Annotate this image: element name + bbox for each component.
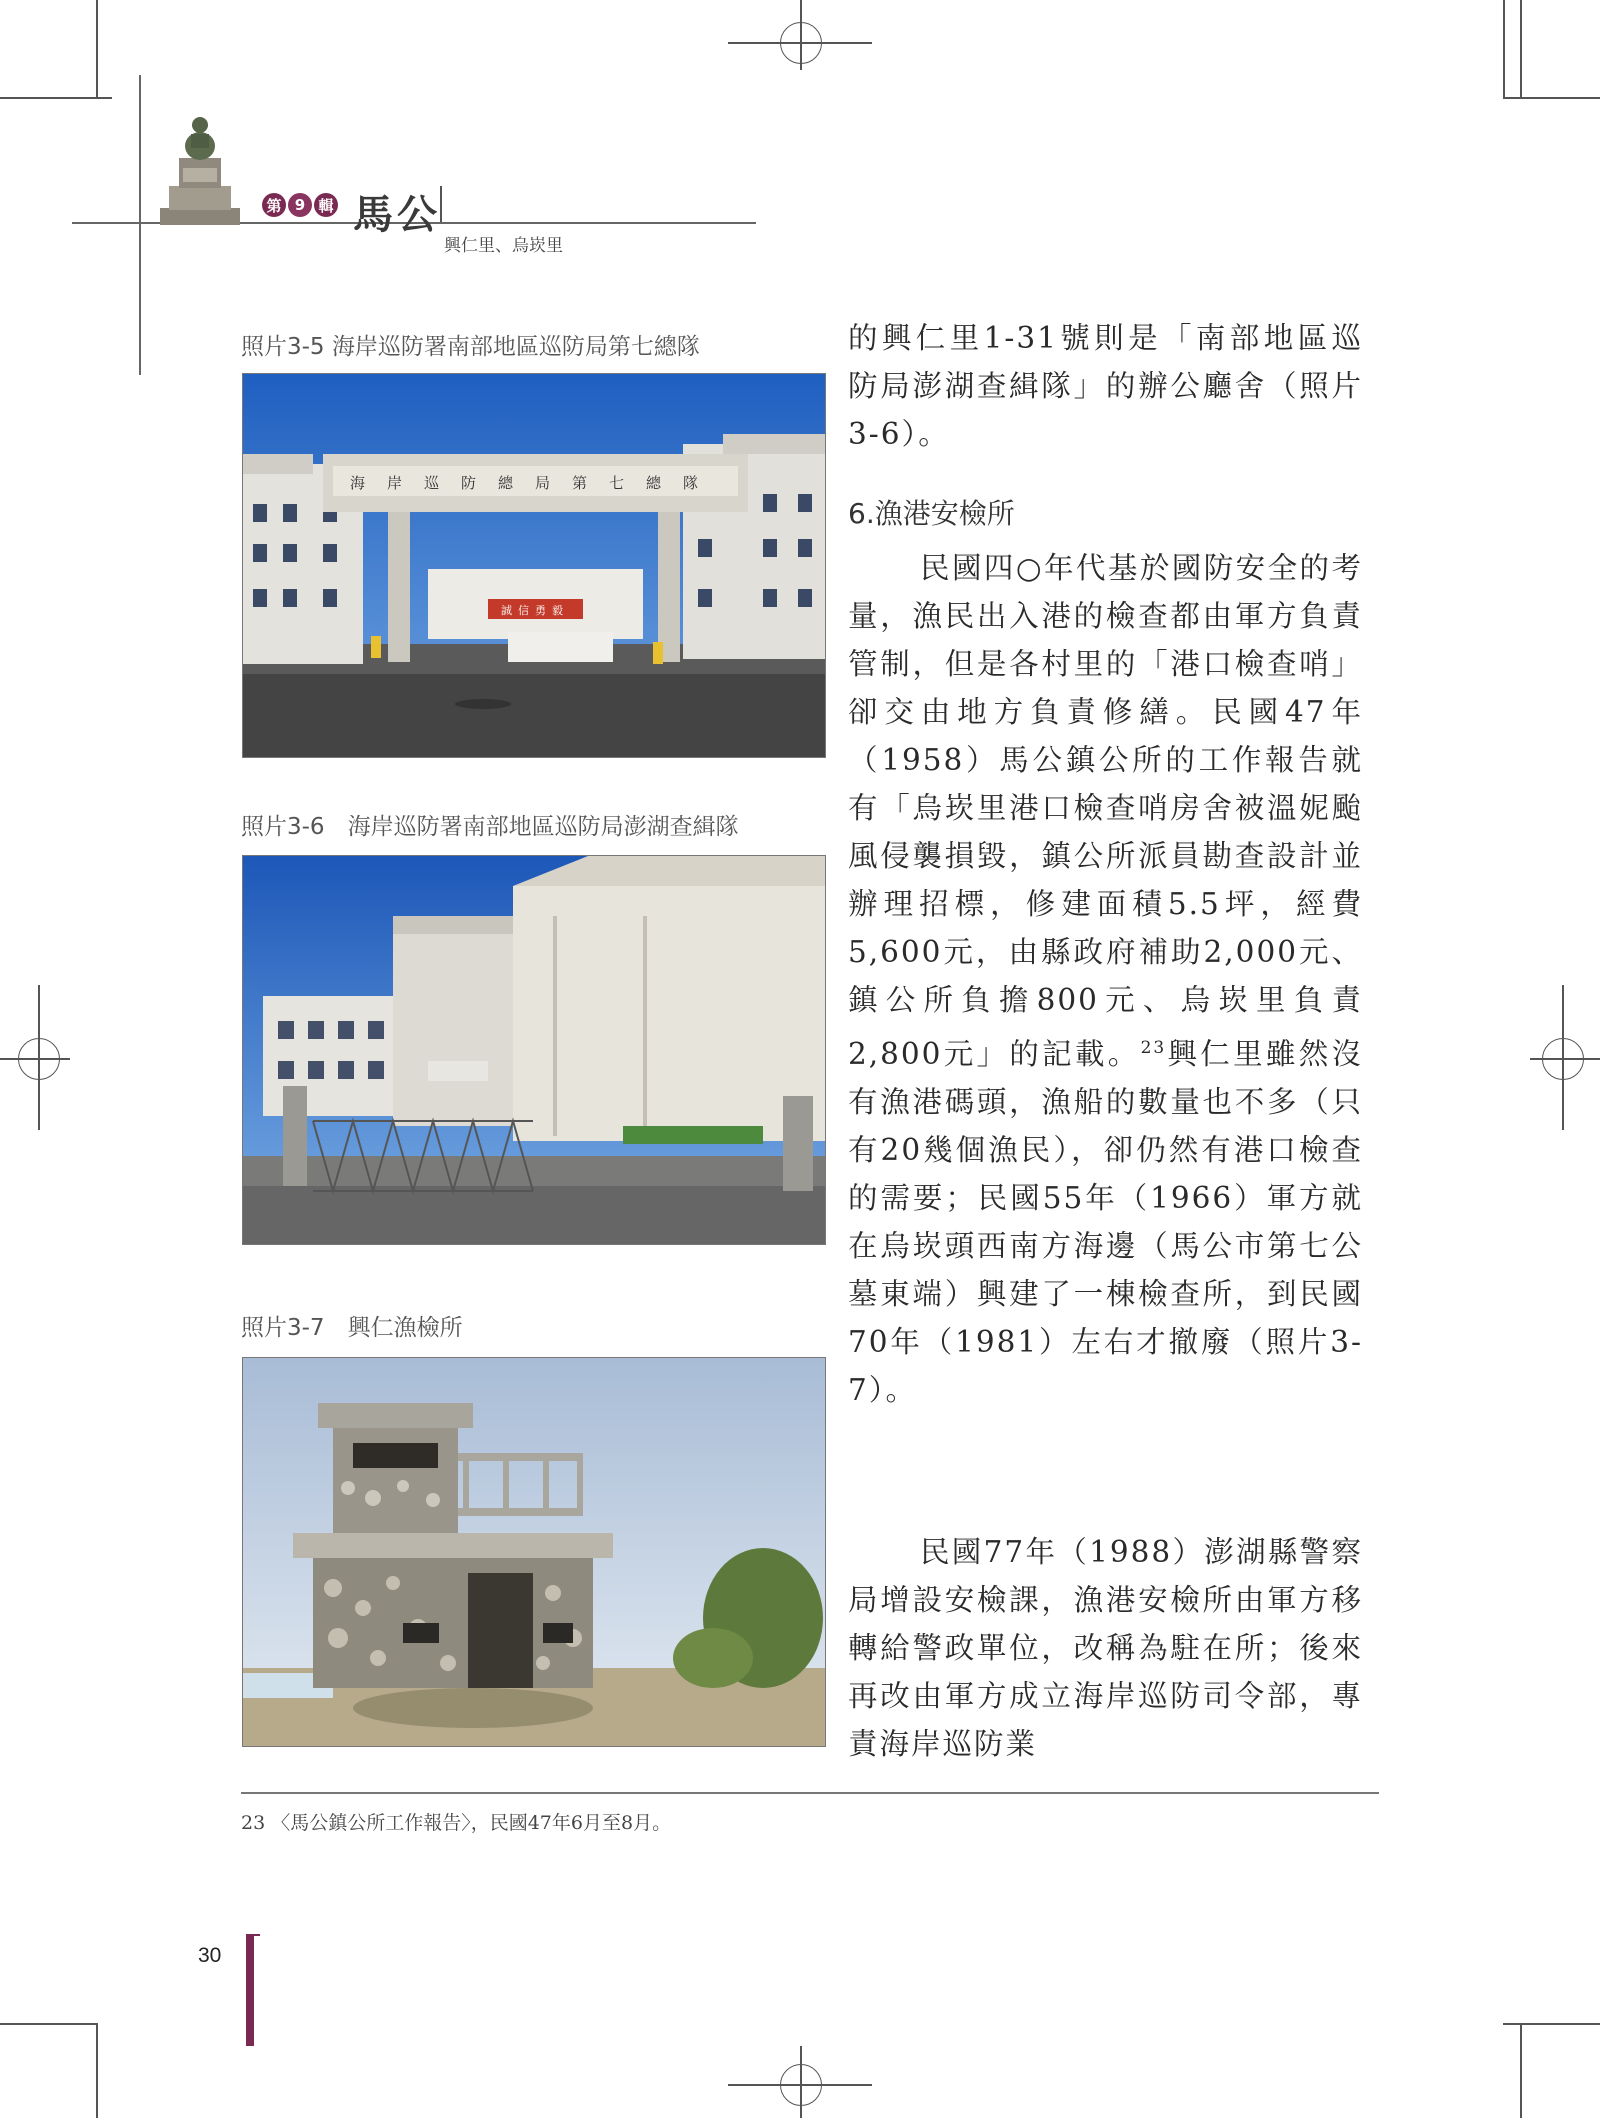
body-paragraph-2-part-2: 興仁里雖然沒有漁港碼頭，漁船的數量也不多（只有20幾個漁民），卻仍然有港口檢查的需要；民國55年（1966）軍方就在烏崁頭西南方海邊（馬公市第七公墓東端）興建了一棟檢查所，到民國70年（1981）左右才撤廢（照片3-7）。 [848,1036,1363,1407]
series-badge [262,193,338,217]
photo-caption-3-5: 照片3-5 海岸巡防署南部地區巡防局第七總隊 [241,334,700,360]
crop-mark [1503,2023,1600,2025]
chapter-subtitle: 興仁里、烏崁里 [444,236,563,256]
crop-mark [1503,0,1505,98]
gate-sign-text: 海岸巡防總局第七總隊 [349,474,721,492]
photo-3-7 [242,1357,826,1747]
crop-mark [1520,0,1522,97]
inner-sign-text: 誠信勇毅 [501,604,569,617]
photo-3-5-image [243,374,825,757]
footnote-reference: 23 [1140,1038,1167,1058]
footnote-text: 23 〈馬公鎮公所工作報告〉，民國47年6月至8月。 [241,1812,672,1834]
photo-caption-3-7: 照片3-7 興仁漁檢所 [241,1315,463,1341]
body-paragraph-2-part-1: 民國四○年代基於國防安全的考量，漁民出入港的檢查都由軍方負責管制，但是各村里的「港口檢查哨」卻交由地方負責修繕。民國47年（1958）馬公鎮公所的工作報告就有「烏崁里港口檢查哨房舍被溫妮颱風侵襲損毀，鎮公所派員勘查設計並辦理招標，修建面積5.5坪，經費5,600元，由縣政府補助2,000元、鎮公所負擔800元、烏崁里負責2,800元」的記載。 [848,551,1363,1071]
registration-mark [800,0,802,70]
registration-mark [1530,1058,1600,1060]
body-paragraph-3: 民國77年（1988）澎湖縣警察局增設安檢課，漁港安檢所由軍方移轉給警政單位，改稱為駐在所；後來再改由軍方成立海岸巡防司令部，專責海岸巡防業 [848,1535,1363,1761]
footnote-separator [241,1792,1379,1794]
page-number: 30 [198,1944,222,1967]
photo-3-7-image [243,1358,825,1746]
series-number: 9 [288,193,312,217]
statue-logo-icon [155,110,245,225]
crop-mark [1503,97,1600,99]
registration-mark [800,2046,802,2118]
photo-3-6 [242,855,826,1245]
registration-mark [0,1058,70,1060]
crop-mark [0,2023,96,2025]
registration-mark [38,985,40,1130]
body-paragraph-2 [848,544,1363,1414]
series-prefix: 第 [262,193,286,217]
photo-3-5 [242,373,826,758]
page-margin-bar-cap [246,1934,260,1936]
crop-mark [96,0,98,98]
section-heading: 6.漁港安檢所 [848,497,1015,530]
body-paragraph-1: 的興仁里1-31號則是「南部地區巡防局澎湖查緝隊」的辦公廳舍（照片3-6）。 [848,321,1363,451]
page-margin-bar [246,1934,254,2046]
crop-mark [1520,2023,1522,2118]
photo-caption-3-6: 照片3-6 海岸巡防署南部地區巡防局澎湖查緝隊 [241,814,739,840]
header-vertical-rule [139,75,141,375]
series-suffix: 輯 [314,193,338,217]
book-brand-title: 馬公 [353,191,441,238]
photo-3-6-image [243,856,825,1244]
registration-mark [1562,985,1564,1130]
crop-mark [96,2023,98,2118]
